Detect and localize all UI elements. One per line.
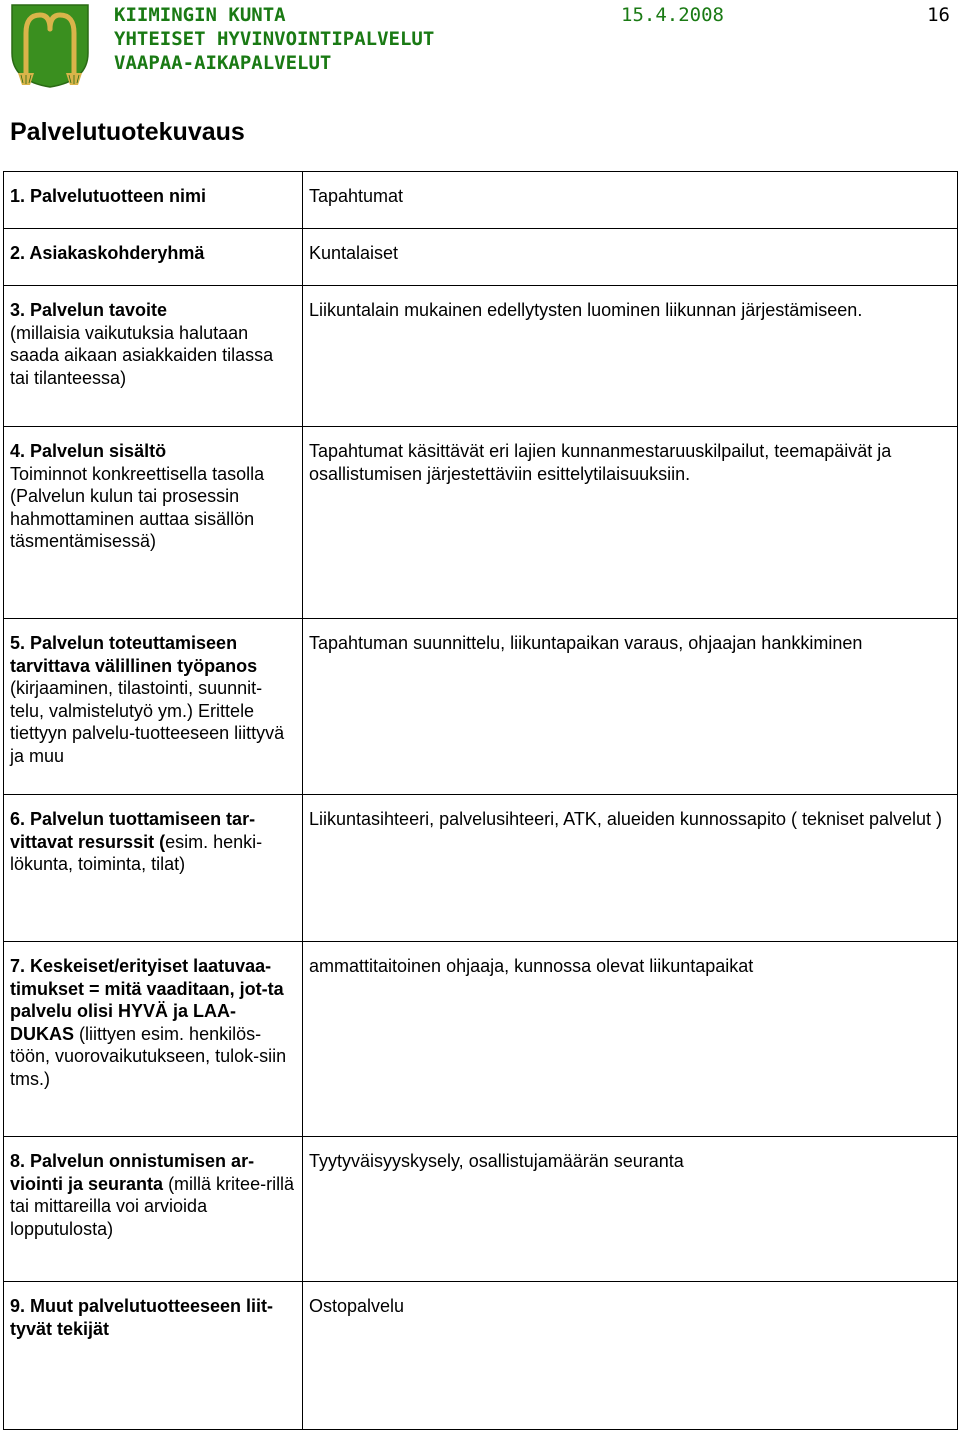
row-label: 5. Palvelun toteuttamiseen tarvittava välillinen työpanos (kirjaaminen, tilastointi, suunnit-telu, valmistelutyö ym.) Erittele tiettyyn palvelu-tuotteeseen liittyvä ja muu — [4, 619, 303, 795]
table-row — [4, 1282, 958, 1430]
organization-name — [114, 3, 434, 75]
table-row — [4, 286, 958, 427]
table-row — [4, 795, 958, 942]
row-value: Tapahtuman suunnittelu, liikuntapaikan varaus, ohjaajan hankkiminen — [303, 619, 958, 795]
row-value: Kuntalaiset — [303, 229, 958, 286]
row-value: Tyytyväisyyskysely, osallistujamäärän seuranta — [303, 1137, 958, 1282]
row-value: Ostopalvelu — [303, 1282, 958, 1430]
organization-line-3: VAAPAA-AIKAPALVELUT — [114, 52, 332, 74]
row-label: 3. Palvelun tavoite (millaisia vaikutuksia halutaan saada aikaan asiakkaiden tilassa tai tilanteessa) — [4, 286, 303, 427]
row-value: Tapahtumat — [303, 172, 958, 229]
document-date: 15.4.2008 — [621, 4, 724, 26]
table-row — [4, 619, 958, 795]
table-row — [4, 942, 958, 1137]
row-label: 1. Palvelutuotteen nimi — [4, 172, 303, 229]
municipal-coat-of-arms-logo — [10, 3, 90, 89]
organization-line-1: KIIMINGIN KUNTA — [114, 4, 286, 26]
row-label: 9. Muut palvelutuotteeseen liit-tyvät tekijät — [4, 1282, 303, 1430]
document-header — [0, 0, 960, 92]
row-value: Liikuntalain mukainen edellytysten luominen liikunnan järjestämiseen. — [303, 286, 958, 427]
row-label: 4. Palvelun sisältö Toiminnot konkreettisella tasolla (Palvelun kulun tai prosessin hahmottaminen auttaa sisällön täsmentämisessä) — [4, 427, 303, 619]
table-row — [4, 427, 958, 619]
row-value: Tapahtumat käsittävät eri lajien kunnanmestaruuskilpailut, teemapäivät ja osallistumisen järjestettäviin esittelytilaisuuksiin. — [303, 427, 958, 619]
page-title: Palvelutuotekuvaus — [10, 118, 245, 146]
table-row — [4, 172, 958, 229]
row-value: ammattitaitoinen ohjaaja, kunnossa olevat liikuntapaikat — [303, 942, 958, 1137]
row-value: Liikuntasihteeri, palvelusihteeri, ATK, alueiden kunnossapito ( tekniset palvelut ) — [303, 795, 958, 942]
service-description-table — [3, 171, 958, 1430]
row-label: 6. Palvelun tuottamiseen tar-vittavat resurssit (esim. henki-lökunta, toiminta, tilat) — [4, 795, 303, 942]
page-number: 16 — [927, 4, 950, 26]
row-label: 7. Keskeiset/erityiset laatuvaa-timukset = mitä vaaditaan, jot-ta palvelu olisi HYVÄ ja LAA-DUKAS (liittyen esim. henkilös-töön, vuorovaikutukseen, tulok-siin tms.) — [4, 942, 303, 1137]
organization-line-2: YHTEISET HYVINVOINTIPALVELUT — [114, 28, 435, 50]
row-label: 2. Asiakaskohderyhmä — [4, 229, 303, 286]
row-label: 8. Palvelun onnistumisen ar-viointi ja seuranta (millä kritee-rillä tai mittareilla voi arvioida lopputulosta) — [4, 1137, 303, 1282]
table-row — [4, 229, 958, 286]
table-row — [4, 1137, 958, 1282]
